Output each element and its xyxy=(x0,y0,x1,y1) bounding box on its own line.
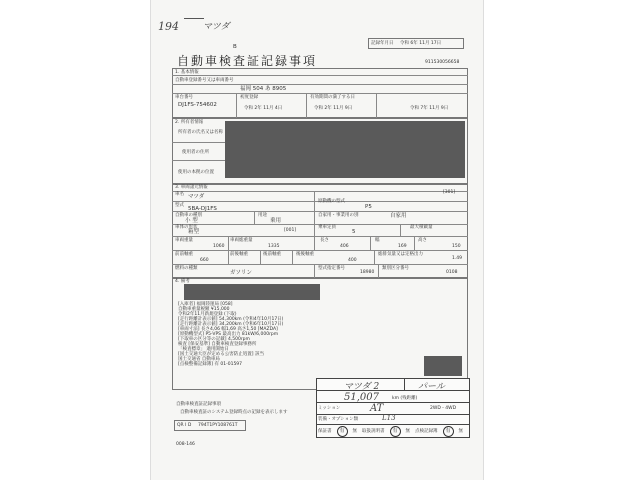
sticky-checklist xyxy=(318,426,463,437)
rule xyxy=(314,224,315,236)
remark-line: 国土交通省 自動車局 xyxy=(178,357,220,362)
first-reg: 令和 2年 11月 4日 xyxy=(244,106,283,111)
checklist-item-warranty: 保証書 xyxy=(318,429,332,434)
fuel: ガソリン xyxy=(230,270,253,276)
user-address-label: 使用者の住所 xyxy=(182,150,209,155)
rule xyxy=(374,250,375,264)
expiry-right: 令和 7年 11月 9日 xyxy=(410,106,449,111)
displacement: 1.49 xyxy=(452,256,463,261)
length: 406 xyxy=(340,244,349,249)
section4-heading: 4. 備考 xyxy=(175,279,190,284)
expiry-label: 有効期間の満了する日 xyxy=(310,95,355,100)
rule xyxy=(172,264,468,265)
capacity-label: 乗車定員 xyxy=(318,225,336,230)
rule xyxy=(236,93,237,118)
remarks-list xyxy=(178,302,283,367)
rule xyxy=(292,250,293,264)
rule xyxy=(172,211,468,212)
rule xyxy=(314,264,315,278)
shape: 自家用 xyxy=(390,213,407,219)
motor: P5 xyxy=(365,204,372,210)
section1-heading: 1. 基本情報 xyxy=(175,70,199,75)
max-load-label: 最大積載量 xyxy=(410,225,433,230)
rule xyxy=(172,250,468,251)
rule xyxy=(316,402,470,403)
weight-label: 車両重量 xyxy=(175,238,193,243)
gross: 1335 xyxy=(268,244,280,249)
category: 0108 xyxy=(446,270,458,275)
remark-line: [走行距離計表示値] 34,200km (令和6年10月17日) xyxy=(178,322,284,327)
sticky-color: パール xyxy=(418,382,445,392)
record-date-label: 記録年月日 xyxy=(371,41,394,46)
remark-line: [下取車の区分等の記載] 4,500rpm xyxy=(178,337,250,342)
height: 150 xyxy=(452,244,461,249)
handwritten-page-number: 194 xyxy=(158,20,179,33)
rear-rear: 400 xyxy=(348,258,357,263)
sticky-drive: 2WD・4WD xyxy=(430,406,457,411)
doc-number: 911530056658 xyxy=(425,60,460,65)
mark-no-record: 無 xyxy=(458,429,463,434)
rule xyxy=(378,264,379,278)
capacity: 5 xyxy=(352,229,356,235)
owner-name-label: 所有者の氏名又は名称 xyxy=(178,130,223,135)
width-label: 幅 xyxy=(375,238,380,243)
mark-no-manual: 無 xyxy=(405,429,410,434)
mark-yes-manual: 有 xyxy=(390,426,401,437)
reg-no: 福岡 504 あ 8905 xyxy=(240,86,287,92)
rule xyxy=(260,250,261,264)
sticky-equipment-label: 装備・オプション類 xyxy=(318,417,359,422)
weight: 1060 xyxy=(213,244,225,249)
mark-yes-record: 有 xyxy=(443,426,454,437)
body: 箱型 xyxy=(188,229,200,235)
sticky-grade: L13 xyxy=(382,414,396,422)
body-label: 車体の形状 xyxy=(175,225,198,230)
remark-line: 自動車重量税額 ¥15,000 xyxy=(178,307,230,312)
gross-label: 車両総重量 xyxy=(230,238,253,243)
rule xyxy=(172,84,468,85)
remark-line: [車両寸法] 長さ4,06 幅1,69 高さ1,50 [MAZDA] xyxy=(178,327,278,332)
front-axle: 660 xyxy=(200,258,209,263)
rule xyxy=(316,424,470,425)
sticky-maker: マツダ 2 xyxy=(344,382,380,392)
sticky-mission-label: ミッション xyxy=(318,406,341,411)
redaction-remarks-top xyxy=(184,284,320,300)
checklist-item-manual: 取扱説明書 xyxy=(362,429,385,434)
rule xyxy=(314,191,315,211)
doc-sub-b: B xyxy=(233,44,237,50)
use-label: 用途 xyxy=(258,213,267,218)
section2-heading: 2. 所有者情報 xyxy=(175,120,204,125)
rear-rear-label: 後後軸重 xyxy=(296,252,314,257)
remark-line: 検査 [保安基準] 自動車検査登録事務所 xyxy=(178,342,257,347)
category-label: 類別区分番号 xyxy=(382,266,409,271)
maker: マツダ xyxy=(188,194,205,200)
type-label: 自動車の種別 xyxy=(175,213,202,218)
chassis-label: 車台番号 xyxy=(175,95,193,100)
rule xyxy=(414,236,415,250)
model-label: 型式 xyxy=(175,203,184,208)
sticky-mileage: 51,007 xyxy=(344,392,379,403)
rule xyxy=(172,75,468,76)
type: 小 型 xyxy=(185,218,198,224)
maker-label: 車名 xyxy=(175,192,184,197)
record-date: 令和 6年 11月 17日 xyxy=(400,41,442,46)
rule xyxy=(254,211,255,224)
type-approval: 18980 xyxy=(360,270,375,275)
redaction-remarks-corner xyxy=(424,356,462,376)
remark-line: [点検整備記録簿] 有 01-01597 xyxy=(178,362,243,367)
mark-no-warranty: 無 xyxy=(352,429,357,434)
form-number: 008-146 xyxy=(176,442,195,447)
rule xyxy=(376,93,377,118)
sticky-transmission: AT xyxy=(370,403,384,414)
height-label: 高さ xyxy=(418,238,427,243)
remark-line: 令和2年11月新規登録 (下取) xyxy=(178,312,237,317)
motor-label: 原動機の型式 xyxy=(318,199,345,204)
rule xyxy=(172,160,232,161)
rule xyxy=(306,93,307,118)
issuer-text: 自動車検査証のシステム登録時点の記録を表示します xyxy=(180,410,288,415)
rule xyxy=(172,191,468,192)
front-axle-label: 前前軸重 xyxy=(175,252,193,257)
rear-axle-label: 後前軸重 xyxy=(263,252,281,257)
sticky-mileage-unit: km (残距離) xyxy=(392,396,418,401)
expiry: 令和 2年 11月 9日 xyxy=(314,106,353,111)
id-label: QR I D xyxy=(177,423,192,428)
use: 乗用 xyxy=(270,218,282,224)
shape-label: 自家用・事業用の別 xyxy=(318,213,359,218)
model: 5BA-DJ1FS xyxy=(188,206,217,212)
remark-line: 「検査標章」 適用開始日 xyxy=(178,347,229,352)
checklist-item-record: 点検記録簿 xyxy=(415,429,438,434)
base-location-label: 使用の本拠の位置 xyxy=(178,170,214,175)
rule xyxy=(228,250,229,264)
redaction-owner xyxy=(225,121,465,178)
handwritten-underline xyxy=(184,18,204,19)
length-label: 長さ xyxy=(320,238,329,243)
issuer-label: 自動車検査証記録事項 xyxy=(176,402,221,407)
id-value: 794T1PY108761T xyxy=(198,423,238,428)
remark-line: [走行距離計表示値] 54,300km (令和4年10月17日) xyxy=(178,317,284,322)
rule xyxy=(316,390,470,391)
rule xyxy=(172,142,232,143)
rule xyxy=(404,378,405,390)
rule xyxy=(228,236,229,250)
maker-code: [301] xyxy=(443,190,456,195)
rule xyxy=(400,224,401,236)
body-code: [001] xyxy=(284,228,297,233)
mark-yes-warranty: 有 xyxy=(337,426,348,437)
reg-no-label: 自動車登録番号又は車両番号 xyxy=(175,78,234,83)
handwritten-maker: マツダ xyxy=(203,22,230,32)
fuel-label: 燃料の種類 xyxy=(175,266,198,271)
rule xyxy=(172,93,468,94)
first-reg-label: 初度登録 xyxy=(240,95,258,100)
rule xyxy=(314,211,315,224)
rule xyxy=(370,236,371,250)
remark-line: [原動機型式] P5-VPS 最高出力 81kW/6,000rpm xyxy=(178,332,279,337)
displacement-label: 総排気量又は定格出力 xyxy=(378,252,423,257)
document-title: 自動車検査証記録事項 xyxy=(177,54,318,68)
remark-line: [入庫者] 福岡陸運局 [058] xyxy=(178,302,233,307)
chassis: DJ1FS-754602 xyxy=(178,102,217,108)
rule xyxy=(314,236,315,250)
type-approval-label: 型式指定番号 xyxy=(318,266,345,271)
section3-heading: 3. 車両諸元情報 xyxy=(175,185,208,190)
rule xyxy=(172,236,468,237)
remark-line: [国土交通大臣が定める公害防止処置] 該当 xyxy=(178,352,264,357)
front-rear-label: 前後軸重 xyxy=(230,252,248,257)
width: 169 xyxy=(398,244,407,249)
